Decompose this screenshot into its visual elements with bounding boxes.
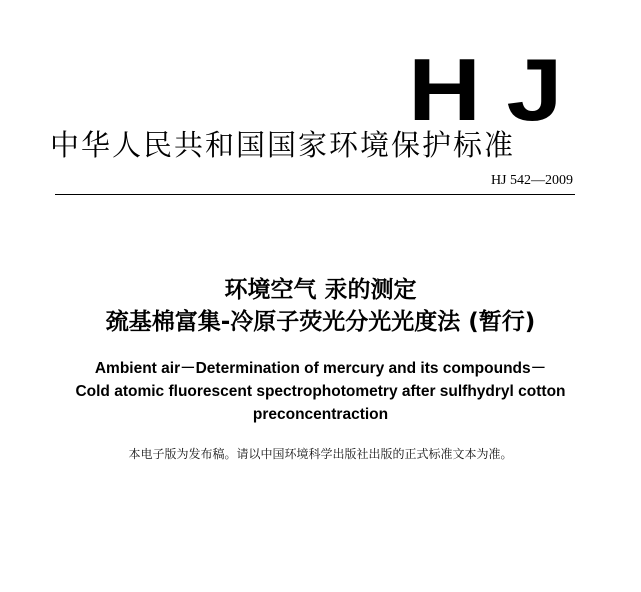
title-chinese-line-1: 环境空气 汞的测定 <box>224 277 417 303</box>
title-english-line-3: preconcentraction <box>252 406 389 423</box>
title-english-line-2: Cold atomic fluorescent spectrophotometry after sulfhydryl cotton <box>75 383 566 400</box>
issuing-agency: 中华人民共和国国家环境保护标准 <box>50 128 516 162</box>
release-notice: 本电子版为发布稿。请以中国环境科学出版社出版的正式标准文本为准。 <box>128 447 513 461</box>
title-english-line-1: Ambient air－Determination of mercury and its compounds－ <box>94 360 547 377</box>
title-chinese-line-2: 巯基棉富集-冷原子荧光分光光度法 (暂行) <box>105 309 536 335</box>
hj-logo: HJ <box>408 40 588 139</box>
header-divider <box>55 194 575 195</box>
standard-number: HJ 542—2009 <box>490 173 573 188</box>
